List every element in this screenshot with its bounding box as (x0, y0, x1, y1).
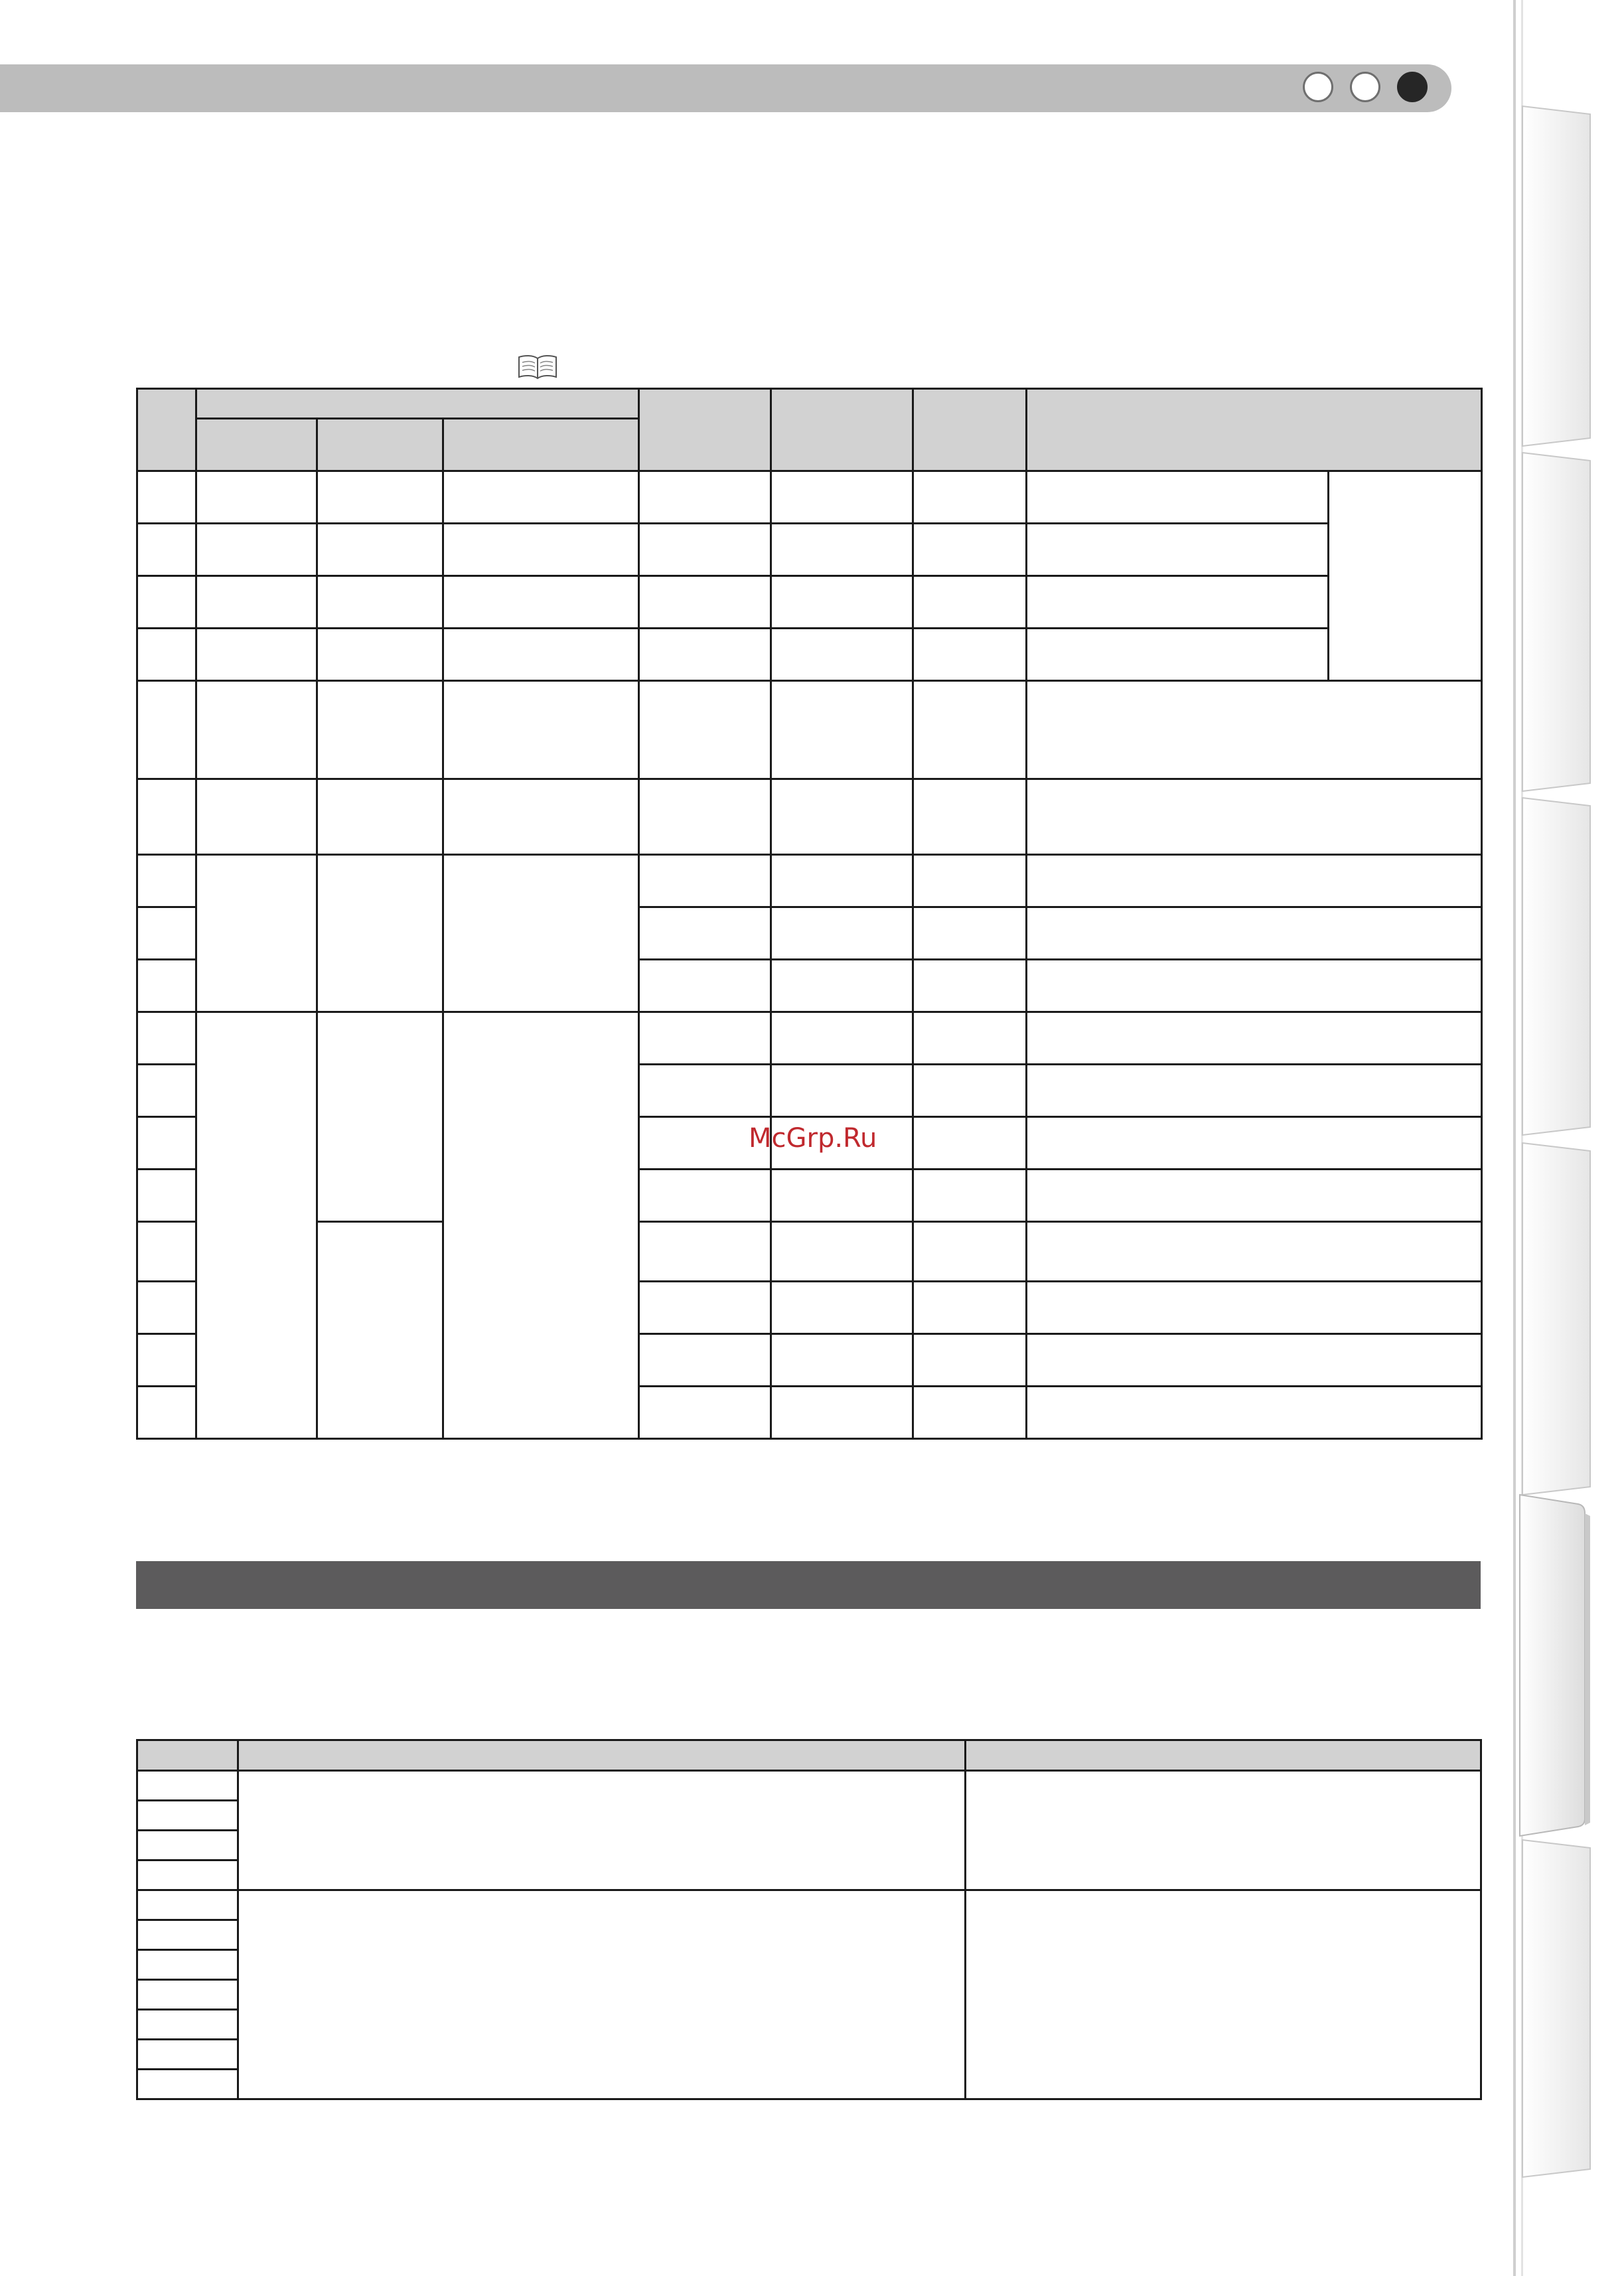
table-cell (639, 1334, 771, 1387)
watermark-text: McGrp.Ru (749, 1123, 877, 1154)
table-cell (137, 681, 196, 779)
table-cell (771, 1012, 913, 1065)
table-cell (639, 471, 771, 524)
table-cell (913, 1282, 1027, 1334)
table-cell (966, 1771, 1481, 1890)
table-cell (1027, 524, 1329, 576)
table-cell (317, 779, 443, 855)
table-cell (137, 1771, 238, 1801)
table-cell (137, 1860, 238, 1890)
table-cell (137, 779, 196, 855)
table-row (137, 681, 1482, 779)
table-cell (913, 681, 1027, 779)
table-cell (137, 1012, 196, 1065)
table-cell (196, 1012, 317, 1439)
table-header-cell (771, 389, 913, 471)
table-cell (913, 576, 1027, 629)
table-cell (913, 907, 1027, 960)
table-row (137, 1890, 1481, 1920)
table-header-cell (137, 1740, 238, 1771)
table-header-row (137, 1740, 1481, 1771)
table-cell (771, 1065, 913, 1117)
table-cell (196, 471, 317, 524)
table-cell (137, 1801, 238, 1831)
table-cell (639, 1170, 771, 1222)
table-header-cell (196, 419, 317, 471)
table-cell (1027, 907, 1482, 960)
table-cell (443, 1012, 639, 1439)
table-cell (137, 907, 196, 960)
table-cell (913, 1117, 1027, 1170)
table-cell (1027, 960, 1482, 1012)
table-cell (443, 524, 639, 576)
table-row (137, 629, 1482, 681)
table-cell (1027, 576, 1329, 629)
table-cell (137, 1890, 238, 1920)
table-cell (639, 1065, 771, 1117)
table-cell (196, 576, 317, 629)
table-cell (137, 1334, 196, 1387)
table-cell (137, 629, 196, 681)
table-cell (1329, 471, 1482, 681)
table-cell (196, 779, 317, 855)
table-cell (317, 855, 443, 1012)
table-cell (639, 1387, 771, 1439)
table-header-cell (443, 419, 639, 471)
table-cell (639, 576, 771, 629)
step-indicator-2-icon (1350, 72, 1380, 102)
table-cell (196, 681, 317, 779)
step-indicator-3-icon (1397, 72, 1428, 102)
table-cell (771, 629, 913, 681)
table-row (137, 1012, 1482, 1065)
table-cell (317, 576, 443, 629)
table-cell (443, 629, 639, 681)
table-cell (443, 779, 639, 855)
table-cell (913, 1222, 1027, 1282)
table-cell (1027, 681, 1482, 779)
table-cell (1027, 1282, 1482, 1334)
table-cell (1027, 1065, 1482, 1117)
table-cell (317, 681, 443, 779)
table-cell (137, 524, 196, 576)
table-cell (137, 1065, 196, 1117)
table-header-cell (966, 1740, 1481, 1771)
table-cell (639, 1012, 771, 1065)
table-cell (639, 907, 771, 960)
table-cell (196, 524, 317, 576)
table-cell (317, 629, 443, 681)
table-cell (317, 1222, 443, 1439)
table-cell (1027, 1222, 1482, 1282)
table-row (137, 855, 1482, 907)
index-tab-3-icon[interactable] (1522, 798, 1590, 1135)
table-cell (771, 855, 913, 907)
table-cell (137, 1920, 238, 1950)
table-cell (137, 576, 196, 629)
table-cell (913, 779, 1027, 855)
table-header-cell (639, 389, 771, 471)
table-cell (913, 1065, 1027, 1117)
table-cell (196, 855, 317, 1012)
table-cell (137, 1170, 196, 1222)
table-header-cell (1027, 389, 1482, 471)
table-header-cell (238, 1740, 966, 1771)
table-cell (639, 1282, 771, 1334)
table-header-row (137, 389, 1482, 419)
table-cell (913, 1012, 1027, 1065)
table-cell (639, 681, 771, 779)
table-cell (913, 471, 1027, 524)
book-reference-icon (517, 353, 558, 380)
index-tab-1-icon[interactable] (1522, 106, 1590, 446)
table-cell (137, 1117, 196, 1170)
table-cell (1027, 1012, 1482, 1065)
table-cell (771, 1334, 913, 1387)
step-indicator-1-icon (1303, 72, 1333, 102)
table-cell (913, 524, 1027, 576)
index-tab-4-icon[interactable] (1522, 1143, 1590, 1495)
table-cell (966, 1890, 1481, 2099)
section-banner (136, 1561, 1481, 1609)
index-tabs (1507, 0, 1624, 2276)
table-cell (913, 960, 1027, 1012)
table-cell (771, 907, 913, 960)
table-cell (639, 1222, 771, 1282)
index-tab-6-icon[interactable] (1522, 1840, 1590, 2177)
table-cell (137, 2010, 238, 2040)
table-header-cell (196, 389, 639, 419)
table-cell (771, 1170, 913, 1222)
table-cell (771, 779, 913, 855)
table-cell (771, 1282, 913, 1334)
table-cell (913, 1387, 1027, 1439)
table-cell (137, 2040, 238, 2070)
table-cell (639, 960, 771, 1012)
table-cell (771, 471, 913, 524)
table-cell (913, 855, 1027, 907)
table-cell (913, 1170, 1027, 1222)
table-cell (238, 1890, 966, 2099)
table-cell (639, 779, 771, 855)
table-cell (913, 1334, 1027, 1387)
table-cell (317, 524, 443, 576)
table-cell (317, 471, 443, 524)
table-cell (443, 855, 639, 1012)
table-cell (137, 960, 196, 1012)
table-cell (137, 1950, 238, 1980)
table-cell (639, 629, 771, 681)
index-tab-5-active-icon[interactable] (1520, 1495, 1590, 1836)
table-cell (1027, 471, 1329, 524)
table-cell (771, 1387, 913, 1439)
table-row (137, 1771, 1481, 1801)
table-cell (137, 1387, 196, 1439)
table-cell (443, 576, 639, 629)
table-cell (1027, 779, 1482, 855)
table-header-cell (137, 389, 196, 471)
table-cell (771, 524, 913, 576)
header-bar (0, 64, 1451, 112)
table-cell (1027, 1334, 1482, 1387)
table-cell (1027, 1387, 1482, 1439)
table-cell (1027, 629, 1329, 681)
table-cell (443, 471, 639, 524)
table-cell (771, 1222, 913, 1282)
table-cell (137, 855, 196, 907)
table-row (137, 576, 1482, 629)
table-row (137, 1222, 1482, 1282)
table-header-cell (317, 419, 443, 471)
table-cell (913, 629, 1027, 681)
table-row (137, 779, 1482, 855)
table-cell (771, 576, 913, 629)
table-cell (1027, 1117, 1482, 1170)
table-cell (1027, 855, 1482, 907)
table-row (137, 471, 1482, 524)
secondary-table (136, 1739, 1482, 2100)
table-cell (1027, 1170, 1482, 1222)
table-cell (137, 1980, 238, 2010)
table-cell (771, 960, 913, 1012)
table-cell (137, 1222, 196, 1282)
table-cell (196, 629, 317, 681)
index-tab-2-icon[interactable] (1522, 453, 1590, 791)
table-cell (137, 2070, 238, 2099)
table-header-cell (913, 389, 1027, 471)
table-cell (137, 471, 196, 524)
table-cell (639, 855, 771, 907)
table-cell (771, 681, 913, 779)
table-cell (137, 1831, 238, 1860)
table-cell (443, 681, 639, 779)
table-cell (238, 1771, 966, 1890)
table-cell (137, 1282, 196, 1334)
table-row (137, 524, 1482, 576)
main-table (136, 388, 1483, 1440)
table-cell (639, 524, 771, 576)
table-cell (317, 1012, 443, 1222)
